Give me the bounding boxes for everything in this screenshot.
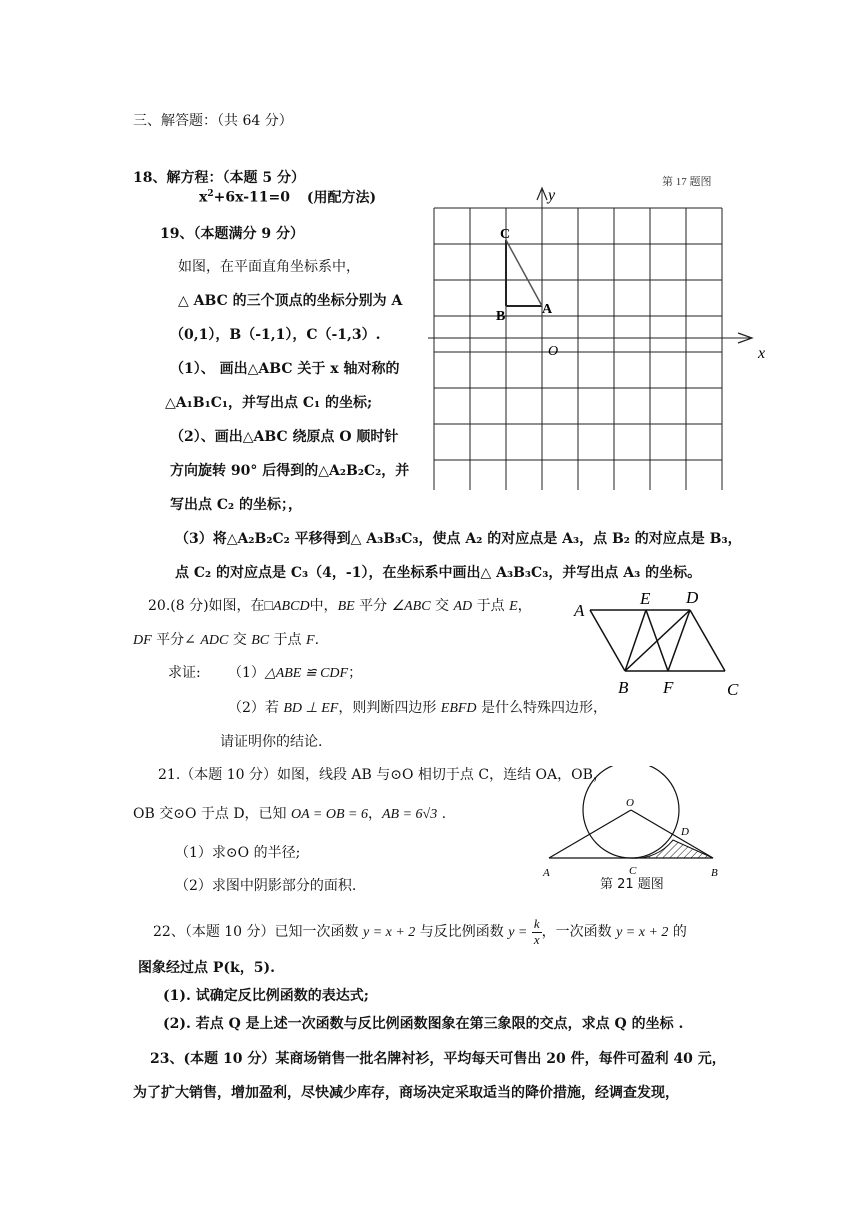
q20-l2d: 交 [228, 632, 252, 648]
q20-prove-label: 求证: [168, 665, 201, 681]
section-title: 三、解答题：（共 64 分） [133, 113, 293, 129]
q22-l1d: y = [508, 925, 528, 940]
q19-line8: 写出点 C₂ 的坐标；， [170, 497, 303, 513]
q20-l1j: E [509, 599, 518, 614]
frac-numerator: k [533, 916, 540, 932]
q20-l2g: F [306, 633, 315, 648]
q20-l1k: ， [517, 598, 532, 614]
point-c-label: C [500, 227, 511, 242]
q19-line3: （0,1），B（-1,1），C（-1,3）. [170, 327, 381, 343]
circle-label-a: A [543, 867, 550, 879]
q20-l1f: ∠ABC [391, 599, 431, 614]
y-axis-label: y [548, 187, 556, 204]
q20-l2a: DF [133, 633, 152, 648]
circle-label-c: C [629, 865, 637, 877]
circle-label-o: O [626, 797, 634, 809]
q22-l1a: 22、（本题 10 分）已知一次函数 [153, 924, 363, 940]
q22-l1g: 的 [668, 924, 687, 940]
q18-heading: 18、解方程：（本题 5 分） [133, 170, 305, 186]
point-a-label: A [542, 302, 553, 317]
q21-line1: 21.（本题 10 分）如图，线段 AB 与⊙O 相切于点 C，连结 OA，OB， [158, 767, 607, 783]
q23-line2: 为了扩大销售，增加盈利，尽快减少库存，商场决定采取适当的降价措施，经调查发现， [133, 1085, 679, 1101]
q20-p2e: 是什么特殊四边形， [476, 700, 607, 716]
q20-p1a: （1） [228, 665, 265, 681]
q20-l2h: . [314, 632, 320, 648]
q22-l1f: y = x + 2 [616, 925, 669, 940]
eq-method: (用配方法) [306, 189, 377, 206]
circle-label-b: B [711, 867, 718, 879]
point-b-label: B [496, 309, 506, 324]
q19-line1: 如图，在平面直角坐标系中， [178, 259, 360, 275]
q20-part2 [228, 700, 607, 718]
para-label-e: E [640, 589, 651, 608]
q20-l1h: AD [453, 599, 473, 614]
eq-base: x [199, 189, 208, 206]
q20-l2c: ADC [200, 633, 229, 648]
q21-l2a: OB 交⊙O 于点 D，已知 [133, 806, 291, 822]
circle-label-d: D [681, 826, 689, 838]
q20-l2e: BC [251, 633, 270, 648]
q21-l2b: OA = OB = 6 [291, 807, 368, 822]
q20-l1d: BE [337, 599, 355, 614]
coordinate-grid-figure [420, 170, 780, 490]
q22-part1: (1). 试确定反比例函数的表达式; [163, 988, 369, 1004]
q22-line2: 图象经过点 P(k，5). [138, 960, 275, 976]
q21-l2d: AB = 6√3 [381, 807, 438, 822]
q19-line5: △A₁B₁C₁，并写出点 C₁ 的坐标; [165, 395, 373, 411]
q21-part1: （1）求⊙O 的半径; [175, 845, 301, 861]
q20-p2d: EBFD [440, 701, 477, 716]
q19-heading: 19、（本题满分 9 分） [160, 226, 304, 242]
q19-line10: 点 C₂ 的对应点是 C₃（4，-1），在坐标系中画出△ A₃B₃C₃，并写出点 A₃ 的坐标。 [175, 565, 702, 581]
parallelogram-figure [570, 585, 750, 700]
q21-figure-caption: 第 21 题图 [600, 877, 664, 892]
q21-line2 [133, 806, 446, 824]
para-label-c: C [727, 680, 739, 699]
origin-label: O [548, 344, 559, 359]
eq-sup: 2 [207, 189, 214, 199]
q21-l2e: . [437, 806, 447, 822]
q20-p1b: △ABE ≌ CDF [264, 666, 349, 681]
q20-l2f: 于点 [269, 632, 307, 648]
para-label-f: F [663, 678, 674, 697]
q20-l1a: 20.(8 分)如图，在 [148, 598, 265, 614]
q20-l1b: □ABCD [264, 599, 310, 614]
q20-part2-continued: 请证明你的结论. [220, 734, 323, 750]
q20-line2 [133, 632, 319, 650]
q20-line1 [148, 598, 532, 616]
q22-l1e: ，一次函数 [541, 924, 617, 940]
q19-line4: （1）、 画出△ABC 关于 x 轴对称的 [170, 361, 400, 377]
q18-equation [199, 189, 376, 206]
q22-l1b: y = x + 2 [362, 925, 416, 940]
para-label-b: B [618, 678, 629, 697]
eq-rest: +6x-11=0 [213, 189, 290, 206]
q22-fraction [532, 917, 542, 947]
q19-line2: △ ABC 的三个顶点的坐标分别为 A [178, 293, 403, 309]
q21-l2c: ， [367, 806, 382, 822]
x-axis-label: x [758, 345, 766, 362]
para-label-d: D [686, 588, 699, 607]
q21-part2: （2）求图中阴影部分的面积. [175, 878, 357, 894]
q20-l1g: 交 [430, 598, 454, 614]
q20-l2b: 平分∠ [151, 632, 201, 648]
q22-part2: (2). 若点 Q 是上述一次函数与反比例函数图象在第三象限的交点，求点 Q 的坐标 . [163, 1016, 684, 1032]
q19-line6: （2）、画出△ABC 绕原点 O 顺时针 [170, 429, 399, 445]
q20-p1c: ； [348, 665, 363, 681]
q22-line1 [153, 909, 687, 956]
q20-l1c: 中， [309, 598, 338, 614]
q20-l1e: 平分 [354, 598, 392, 614]
q20-p2a: （2）若 [228, 700, 284, 716]
q22-l1c: 与反比例函数 [415, 924, 509, 940]
fig17-caption: 第 17 题图 [662, 176, 712, 188]
q19-line9: （3）将△A₂B₂C₂ 平移得到△ A₃B₃C₃，使点 A₂ 的对应点是 A₃，点 B₂ 的对应点是 B₃， [175, 531, 742, 547]
q20-p2c: ，则判断四边形 [338, 700, 441, 716]
q23-line1: 23、(本题 10 分）某商场销售一批名牌衬衫，平均每天可售出 20 件，每件可盈利 40 元， [150, 1051, 726, 1067]
q20-l1i: 于点 [472, 598, 510, 614]
q19-line7: 方向旋转 90° 后得到的△A₂B₂C₂，并 [170, 463, 410, 479]
frac-denominator: x [533, 931, 540, 947]
q20-part1 [228, 665, 362, 683]
q20-p2b: BD ⊥ EF [283, 701, 339, 716]
para-label-a: A [574, 601, 585, 620]
